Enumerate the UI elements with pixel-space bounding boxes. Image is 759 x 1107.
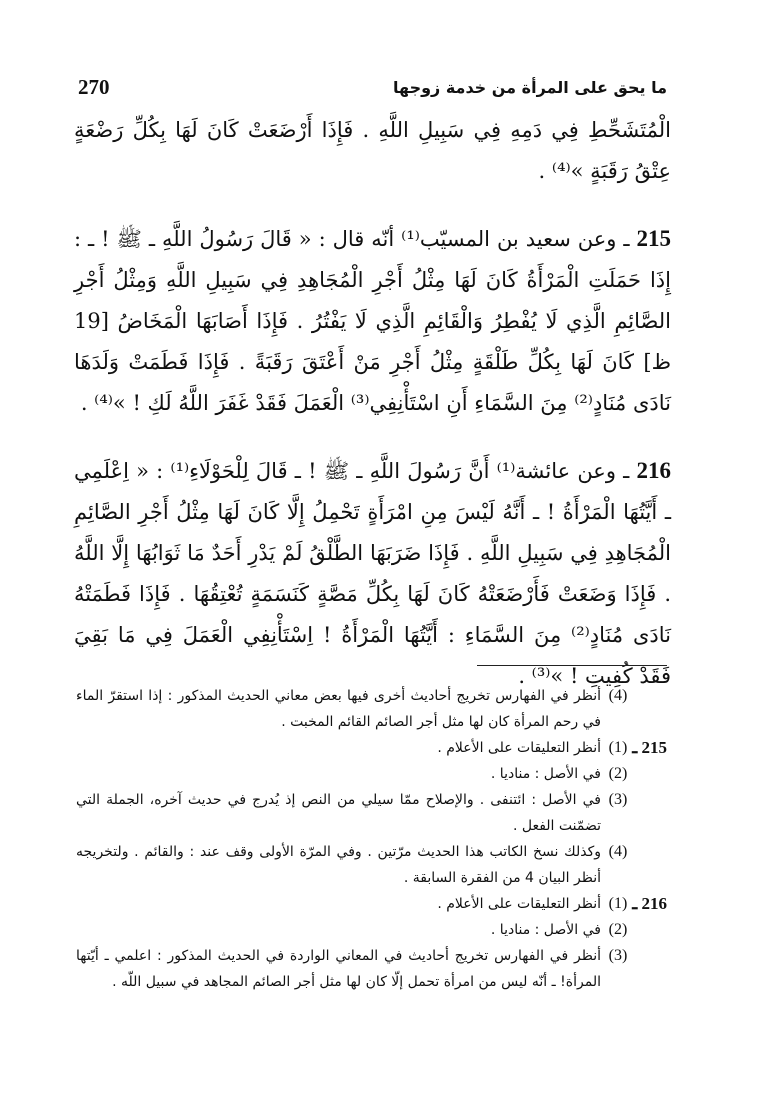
footnote-text: في الأصل : مناديا . [490, 922, 601, 938]
footnote-number: (2) [608, 765, 628, 782]
footnote-text: أنظر التعليقات على الأعلام . [437, 740, 601, 756]
footnote-text: وكذلك نسخ الكاتب هذا الحديث مرّتين . وفي المرّة الأولى وقف عند : والقائم . ولتخريجه أنظر البيان 4 من الفقرة السابقة . [76, 844, 601, 886]
hadith-text: ـ وعن عائشة⁽¹⁾ أَنَّ رَسُولَ اللَّهِ ـ ﷺ ! ـ قَالَ لِلْحَوْلَاءِ⁽¹⁾ : « اِعْلَمِي ـ أَيَّتُهَا الْمَرْأَةُ ! ـ أَنَّهُ لَيْسَ مِنِ امْرَأَةٍ تَحْمِلُ إِلَّا كَانَ لَهَا مِثْلُ أَجْرِ الصَّائِمِ الْمُجَاهِدِ فِي سَبِيلِ اللَّهِ . فَإِذَا ضَرَبَهَا الطَّلْقُ لَمْ يَدْرِ أَحَدٌ مَا ثَوَابُهَا إِلَّا اللَّهُ . فَإِذَا وَضَعَتْ فَأَرْضَعَتْهُ كَانَ لَهَا بِكُلِّ مَصَّةٍ كَنَسَمَةٍ تُعْتِقُهَا . فَإِذَا فَطَمَتْهُ نَادَى مُنَادٍ⁽²⁾ مِنَ السَّمَاءِ : أَيَّتُهَا الْمَرْأَةُ ! اِسْتَأْنِفِي الْعَمَلَ فِي مَا بَقِيَ فَقَدْ كُفِيتِ ! »⁽³⁾ . [74, 459, 671, 688]
footnote-separator [477, 665, 667, 666]
footnote-number: (4) [608, 843, 628, 860]
hadith-216 [74, 450, 671, 697]
paragraph-continuation: الْمُتَشَحِّطِ فِي دَمِهِ فِي سَبِيلِ اللَّهِ . فَإِذَا أَرْضَعَتْ كَانَ لَهَا بِكُلِّ رَضْعَةٍ عِتْقُ رَقَبَةٍ »⁽⁴⁾ . [74, 118, 671, 183]
footnote-number: (1) [608, 739, 628, 756]
footnote-text: أنظر في الفهارس تخريج أحاديث أخرى فيها بعض معاني الحديث المذكور : إذا استقرّ الماء في رحم المرأة كان لها مثل أجر الصائم القائم المخبت . [76, 688, 601, 730]
footnote-group: 215 ـ [632, 738, 667, 757]
hadith-215 [74, 218, 671, 424]
footnote-text: أنظر التعليقات على الأعلام . [437, 896, 601, 912]
hadith-number: 216 [636, 458, 671, 483]
footnote-number: (4) [608, 687, 628, 704]
hadith-number: 215 [636, 226, 671, 251]
footnotes [76, 683, 667, 995]
running-title: ما يحق على المرأة من خدمة زوجها [393, 77, 667, 97]
footnote-number: (1) [608, 895, 628, 912]
footnote-text: أنظر في الفهارس تخريج أحاديث في المعاني الواردة في الحديث المذكور : اعلمي ـ أيّتها المرأة! ـ أنّه ليس من امرأة تحمل إلّا كان لها مثل أجر الصائم المجاهد في سبيل اللّه . [76, 948, 601, 990]
footnote-number: (3) [608, 947, 628, 964]
footnote-text: في الأصل : ائتنفى . والإصلاح ممّا سيلي من النص إذ يُدرج في حديث آخره، الجملة التي تضمّنت الفعل . [76, 792, 601, 834]
footnote-item [76, 787, 667, 839]
footnote-text: في الأصل : مناديا . [490, 766, 601, 782]
footnote-item [76, 917, 667, 943]
footnote-item [76, 683, 667, 735]
footnote-item [76, 943, 667, 995]
footnote-item [76, 735, 667, 761]
footnote-group: 216 ـ [632, 894, 667, 913]
footnote-item [76, 839, 667, 891]
main-text [74, 110, 671, 697]
footnote-item [76, 891, 667, 917]
footnote-number: (2) [608, 921, 628, 938]
page-number: 270 [78, 74, 110, 99]
hadith-text: ـ وعن سعيد بن المسيّب⁽¹⁾ أنّه قال : « قَالَ رَسُولُ اللَّهِ ـ ﷺ ! ـ : إِذَا حَمَلَتِ الْمَرْأَةُ كَانَ لَهَا مِثْلُ أَجْرِ الْمُجَاهِدِ فِي سَبِيلِ اللَّهِ وَمِثْلُ أَجْرِ الصَّائِمِ الَّذِي لَا يُفْطِرُ وَالْقَائِمِ الَّذِي لَا يَفْتُرُ . فَإِذَا أَصَابَهَا الْمَخَاضُ [19 ظ] كَانَ لَهَا بِكُلِّ طَلْقَةٍ مِثْلُ أَجْرِ مَنْ أَعْتَقَ رَقَبَةً . فَإِذَا فَطَمَتْ وَلَدَهَا نَادَى مُنَادٍ⁽²⁾ مِنَ السَّمَاءِ أَنِ اسْتَأْنِفِي⁽³⁾ الْعَمَلَ فَقَدْ غَفَرَ اللَّهُ لَكِ ! »⁽⁴⁾ . [74, 227, 671, 415]
footnote-number: (3) [608, 791, 628, 808]
page-header [78, 72, 667, 102]
footnote-item [76, 761, 667, 787]
